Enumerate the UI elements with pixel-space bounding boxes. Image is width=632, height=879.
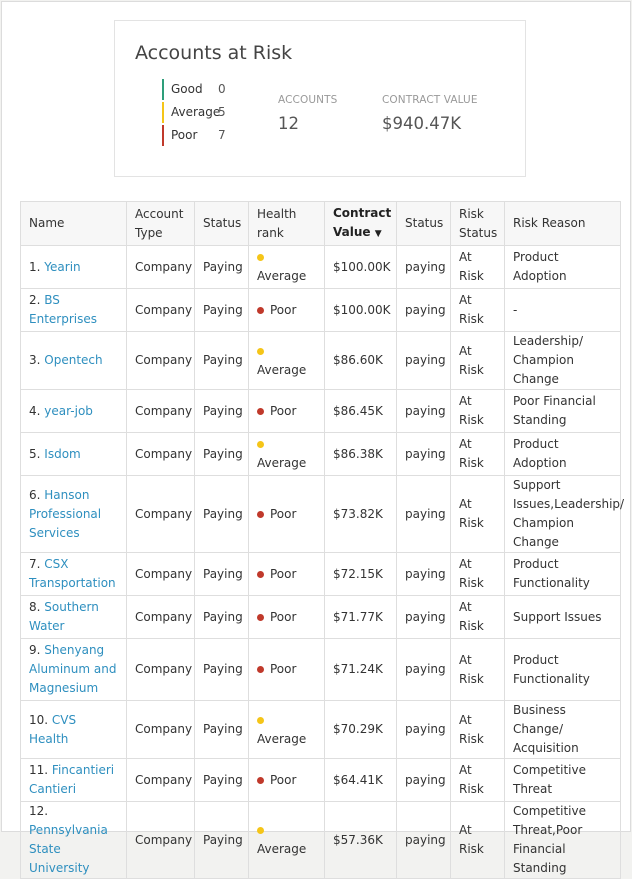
health-dot-icon [257,441,264,448]
account-name-link[interactable]: Hanson Professional Services [29,487,102,540]
health-rank-label: Poor [270,772,297,787]
status-cell: Paying [195,390,249,433]
account-name-link[interactable]: BS Enterprises [29,293,97,326]
status-cell: Paying [195,802,249,879]
health-legend [162,79,232,148]
risk-status-cell: At Risk [451,639,505,701]
risk-status-cell: At Risk [451,701,505,759]
account-type-cell: Company [127,332,195,390]
health-rank-label: Average [257,362,307,377]
contract-value-cell: $86.38K [325,433,397,476]
account-type-cell: Company [127,476,195,553]
contract-value-cell: $86.60K [325,332,397,390]
account-name-link[interactable]: Shenyang Aluminum and Magnesium [29,643,117,695]
account-type-cell: Company [127,433,195,476]
account-name-link[interactable]: Fincantieri Cantieri [29,763,115,796]
health-rank-label: Poor [270,566,297,581]
health-rank-label: Average [257,842,307,856]
account-name-cell [21,332,127,390]
risk-reason-cell: Product Functionality [505,639,621,701]
account-name-cell [21,596,127,639]
accounts-at-risk-card [114,20,526,177]
status-2-cell: paying [397,553,451,596]
table-row [21,596,621,639]
accounts-table [20,201,625,879]
risk-reason-cell: Business Change/ Acquisition [505,701,621,759]
risk-reason-cell: Product Adoption [505,433,621,476]
risk-reason-cell: Support Issues,Leadership/ Champion Change [505,476,621,553]
table-row [21,433,621,476]
health-dot-icon [257,666,264,673]
health-rank-cell [249,759,325,802]
column-header-contract-value[interactable] [325,202,397,246]
health-rank-cell [249,289,325,332]
legend-item-average [162,102,232,125]
risk-status-cell: At Risk [451,289,505,332]
status-2-cell: paying [397,639,451,701]
contract-value-cell: $100.00K [325,289,397,332]
risk-status-cell: At Risk [451,433,505,476]
status-cell: Paying [195,433,249,476]
row-number: 8. [29,600,41,614]
account-type-cell: Company [127,701,195,759]
account-type-cell: Company [127,639,195,701]
risk-status-cell: At Risk [451,476,505,553]
health-dot-icon [257,827,264,834]
risk-status-cell: At Risk [451,759,505,802]
status-cell: Paying [195,639,249,701]
row-number: 1. [29,259,41,274]
account-name-link[interactable]: Opentech [44,353,103,367]
risk-reason-cell: Poor Financial Standing [505,390,621,433]
health-rank-label: Average [257,269,307,283]
risk-reason-cell: Competitive Threat,Poor Financial Standing [505,802,621,879]
account-name-cell [21,553,127,596]
status-2-cell: paying [397,390,451,433]
health-dot-icon [257,348,264,355]
status-cell: Paying [195,289,249,332]
status-2-cell: paying [397,433,451,476]
contract-value-cell: $73.82K [325,476,397,553]
status-2-cell: paying [397,289,451,332]
row-number: 4. [29,403,41,418]
account-name-cell [21,289,127,332]
row-number: 3. [29,353,41,367]
contract-value-cell: $100.00K [325,246,397,289]
row-number: 6. [29,487,41,502]
status-2-cell: paying [397,246,451,289]
account-name-cell [21,246,127,289]
status-2-cell: paying [397,332,451,390]
health-rank-label: Poor [270,662,297,676]
risk-status-cell: At Risk [451,332,505,390]
row-number: 2. [29,293,41,307]
table-row [21,246,621,289]
health-rank-cell [249,433,325,476]
status-2-cell: paying [397,802,451,879]
legend-label: Average [171,105,221,119]
health-rank-cell [249,390,325,433]
status-2-cell: paying [397,701,451,759]
contract-value-cell: $57.36K [325,802,397,879]
column-header-risk-status[interactable]: Risk Status [451,202,505,246]
contract-value-header-label: Contract Value [333,205,392,239]
table-row [21,701,621,759]
health-rank-label: Poor [270,609,297,624]
account-name-link[interactable]: CVS Health [29,712,77,746]
contract-value-label: CONTRACT VALUE [382,94,478,106]
account-type-cell: Company [127,553,195,596]
account-name-cell [21,701,127,759]
health-rank-label: Poor [270,302,297,317]
health-dot-icon [257,408,264,415]
account-name-link[interactable]: year-job [44,403,93,418]
row-number: 9. [29,643,41,657]
legend-item-poor [162,125,232,148]
risk-reason-cell: Product Adoption [505,246,621,289]
legend-count: 7 [218,128,226,142]
account-name-link[interactable]: Southern Water [29,600,99,633]
contract-value-cell: $71.24K [325,639,397,701]
account-type-cell: Company [127,289,195,332]
health-dot-icon [257,571,264,578]
legend-label: Good [171,82,203,96]
account-name-cell [21,759,127,802]
account-name-cell [21,639,127,701]
status-cell: Paying [195,553,249,596]
column-header-risk-reason[interactable]: Risk Reason [505,202,621,246]
column-header-health-rank[interactable]: Health rank [249,202,325,246]
health-dot-icon [257,777,264,784]
good-color-bar [162,79,164,100]
risk-status-cell: At Risk [451,390,505,433]
status-2-cell: paying [397,476,451,553]
card-title: Accounts at Risk [135,42,293,64]
status-cell: Paying [195,759,249,802]
sort-descending-icon[interactable]: ▼ [374,228,382,239]
column-header-name[interactable]: Name [21,202,127,246]
status-cell: Paying [195,476,249,553]
risk-reason-cell: Competitive Threat [505,759,621,802]
row-number: 12. [29,804,49,818]
legend-count: 5 [218,105,226,119]
table-row [21,759,621,802]
contract-value-metric [382,94,478,133]
health-rank-cell [249,332,325,390]
status-cell: Paying [195,246,249,289]
average-color-bar [162,102,164,123]
contract-value-cell: $72.15K [325,553,397,596]
health-dot-icon [257,511,264,518]
account-type-cell: Company [127,390,195,433]
row-number: 11. [29,763,49,777]
health-rank-cell [249,596,325,639]
account-type-cell: Company [127,246,195,289]
health-dot-icon [257,254,264,261]
account-type-cell: Company [127,596,195,639]
accounts-value: 12 [278,114,299,133]
legend-label: Poor [171,128,198,142]
account-type-cell: Company [127,759,195,802]
health-rank-label: Poor [270,403,297,418]
health-rank-cell [249,476,325,553]
account-name-cell [21,476,127,553]
health-dot-icon [257,717,264,724]
table-row [21,476,621,553]
contract-value-cell: $71.77K [325,596,397,639]
account-type-cell: Company [127,802,195,879]
contract-value-total: $940.47K [382,114,462,133]
risk-reason-cell: Support Issues [505,596,621,639]
account-name-link[interactable]: Yearin [44,259,81,274]
health-rank-label: Poor [270,506,297,521]
health-dot-icon [257,307,264,314]
table-row [21,639,621,701]
health-dot-icon [257,614,264,621]
health-rank-cell [249,639,325,701]
accounts-metric [278,94,337,133]
contract-value-cell: $86.45K [325,390,397,433]
health-rank-cell [249,553,325,596]
status-2-cell: paying [397,759,451,802]
status-2-cell: paying [397,596,451,639]
row-number: 5. [29,446,41,461]
table-row [21,332,621,390]
table-row [21,289,621,332]
health-rank-label: Average [257,731,307,746]
column-header-status-2[interactable]: Status [397,202,451,246]
table-row [21,390,621,433]
risk-reason-cell: - [505,289,621,332]
column-header-account-type[interactable]: Account Type [127,202,195,246]
risk-status-cell: At Risk [451,802,505,879]
status-cell: Paying [195,701,249,759]
risk-reason-cell: Leadership/ Champion Change [505,332,621,390]
health-rank-cell [249,701,325,759]
table-header-row [21,202,621,246]
risk-status-cell: At Risk [451,553,505,596]
account-name-link[interactable]: Isdom [44,446,81,461]
table-row [21,802,621,879]
table-row [21,553,621,596]
health-rank-cell [249,802,325,879]
risk-status-cell: At Risk [451,246,505,289]
poor-color-bar [162,125,164,146]
health-rank-cell [249,246,325,289]
legend-item-good [162,79,232,102]
account-name-link[interactable]: Pennsylvania State University [29,823,108,875]
account-name-cell [21,433,127,476]
account-name-cell [21,390,127,433]
contract-value-cell: $64.41K [325,759,397,802]
status-cell: Paying [195,596,249,639]
dashboard-frame [1,1,631,875]
row-number: 10. [29,712,49,727]
legend-count: 0 [218,82,226,96]
health-rank-label: Average [257,456,307,470]
column-header-status[interactable]: Status [195,202,249,246]
status-cell: Paying [195,332,249,390]
row-number: 7. [29,557,41,571]
account-name-link[interactable]: CSX Transportation [29,557,116,590]
risk-reason-cell: Product Functionality [505,553,621,596]
account-name-cell [21,802,127,879]
contract-value-cell: $70.29K [325,701,397,759]
risk-status-cell: At Risk [451,596,505,639]
accounts-label: ACCOUNTS [278,94,338,106]
